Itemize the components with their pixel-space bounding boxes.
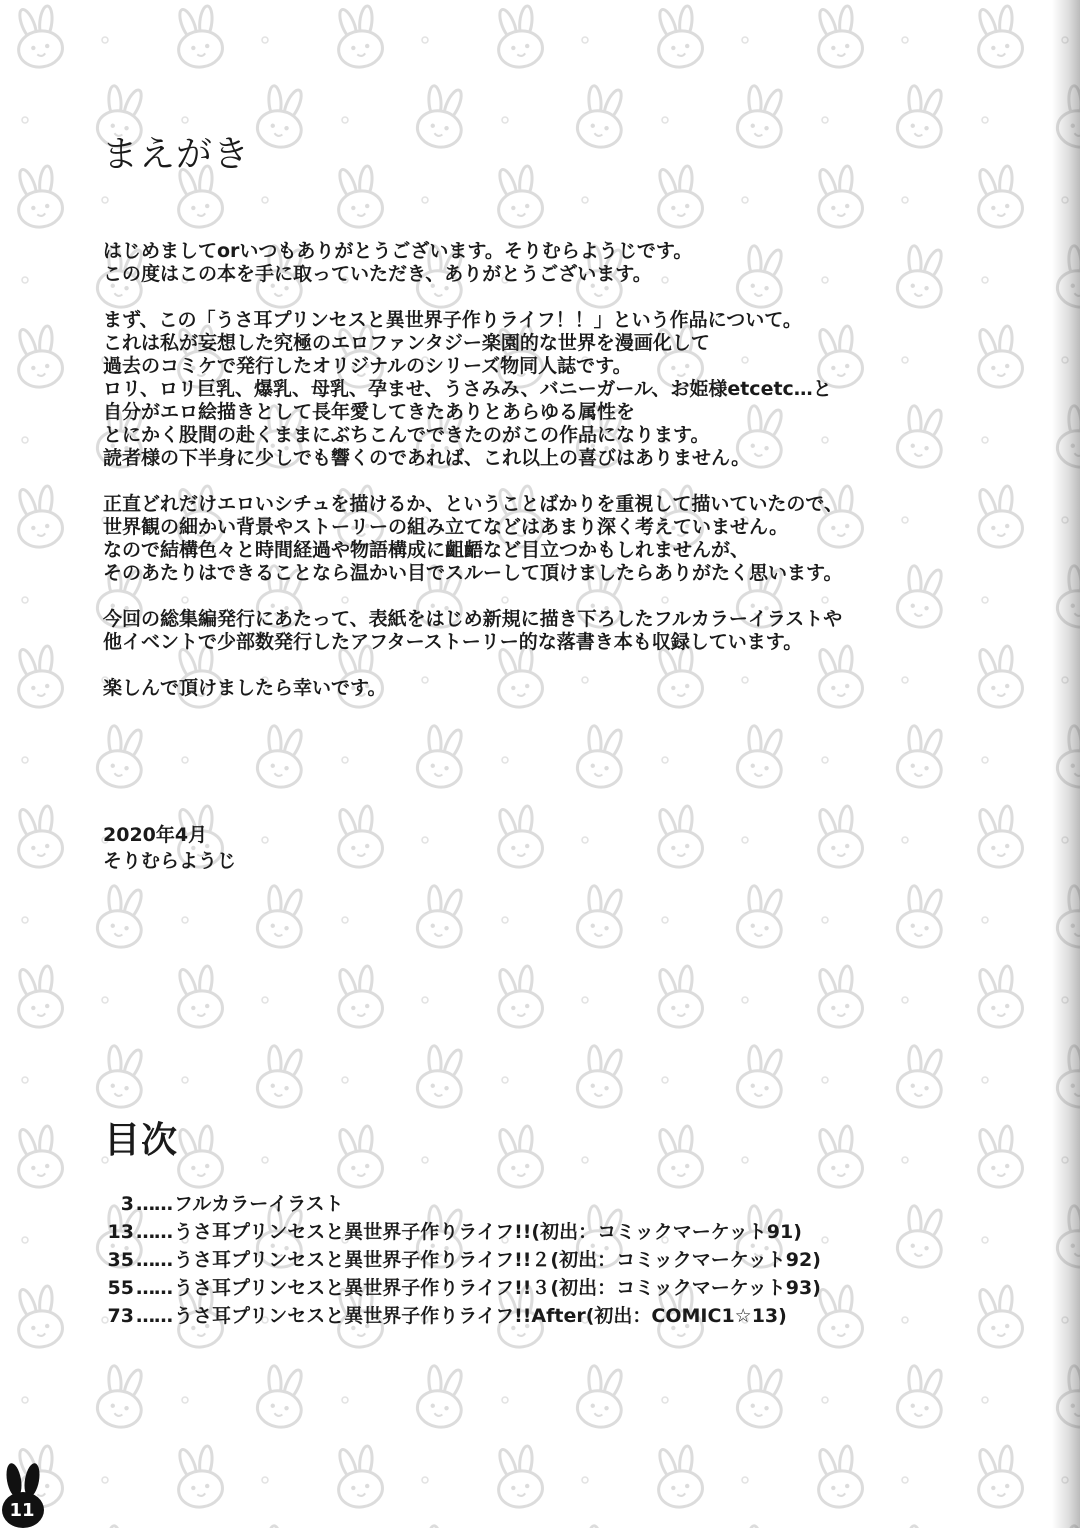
preface-line: はじめましてorいつもありがとうございます。そりむらようじです。 bbox=[103, 240, 693, 262]
preface-line: 正直どれだけエロいシチュを描けるか、ということばかりを重視して描いていたので、 bbox=[103, 493, 844, 515]
toc-entry bbox=[104, 1246, 984, 1274]
preface-signature bbox=[103, 822, 236, 874]
toc-page-number: 3 bbox=[120, 1193, 134, 1215]
toc-leader-dots: …… bbox=[136, 1277, 172, 1299]
toc-leader-dots: …… bbox=[136, 1193, 172, 1215]
preface-paragraph bbox=[103, 309, 933, 470]
preface-line: 世界観の細かい背景やストーリーの組み立てなどはあまり深く考えていません。 bbox=[103, 516, 789, 538]
preface-line: なので結構色々と時間経過や物語構成に齟齬など目立つかもしれませんが、 bbox=[103, 539, 750, 561]
toc-entry bbox=[104, 1274, 984, 1302]
toc-leader-dots: …… bbox=[136, 1305, 172, 1327]
preface-line: 過去のコミケで発行したオリジナルのシリーズ物同人誌です。 bbox=[103, 355, 632, 377]
preface-line: 他イベントで少部数発行したアフターストーリー的な落書き本も収録しています。 bbox=[103, 631, 803, 653]
preface-paragraph bbox=[103, 608, 933, 654]
preface-paragraph bbox=[103, 677, 933, 700]
toc-entry bbox=[104, 1218, 984, 1246]
preface-line: この度はこの本を手に取っていただき、ありがとうございます。 bbox=[103, 263, 652, 285]
preface-line: 今回の総集編発行にあたって、表紙をはじめ新規に描き下ろしたフルカラーイラストや bbox=[103, 608, 843, 630]
preface-paragraph bbox=[103, 493, 933, 585]
toc-list bbox=[104, 1190, 984, 1330]
preface-line: これは私が妄想した究極のエロファンタジー楽園的な世界を漫画化して bbox=[103, 332, 710, 354]
toc-heading: 目次 bbox=[104, 1120, 179, 1161]
toc-page-number: 13 bbox=[107, 1221, 134, 1243]
toc-page-number: 55 bbox=[107, 1277, 134, 1299]
preface-line: 読者様の下半身に少しでも響くのであれば、これ以上の喜びはありません。 bbox=[103, 447, 751, 469]
preface-paragraph bbox=[103, 240, 933, 286]
toc-title: うさ耳プリンセスと異世界子作りライフ!!２(初出：コミックマーケット92) bbox=[174, 1249, 821, 1271]
preface-heading: まえがき bbox=[102, 134, 251, 175]
toc-page-number: 35 bbox=[107, 1249, 134, 1271]
toc-leader-dots: …… bbox=[136, 1221, 172, 1243]
toc-page-number: 73 bbox=[107, 1305, 134, 1327]
preface-line: とにかく股間の赴くままにぶちこんでできたのがこの作品になります。 bbox=[103, 424, 710, 446]
preface-line: 楽しんで頂けましたら幸いです。 bbox=[103, 677, 387, 699]
preface-line: まず、この「うさ耳プリンセスと異世界子作りライフ！！」という作品について。 bbox=[103, 309, 802, 331]
toc-title: うさ耳プリンセスと異世界子作りライフ!!After(初出：COMIC1☆13) bbox=[174, 1305, 787, 1327]
page-edge-shadow bbox=[1052, 0, 1080, 1528]
toc-title: うさ耳プリンセスと異世界子作りライフ!!３(初出：コミックマーケット93) bbox=[174, 1277, 821, 1299]
preface-line: ロリ、ロリ巨乳、爆乳、母乳、孕ませ、うさみみ、バニーガール、お姫様etcetc…と bbox=[103, 378, 832, 400]
preface-author: そりむらようじ bbox=[103, 850, 237, 872]
toc-entry bbox=[104, 1302, 984, 1330]
page-number: 11 bbox=[9, 1500, 35, 1521]
preface-body bbox=[103, 240, 933, 723]
toc-title: うさ耳プリンセスと異世界子作りライフ!!(初出：コミックマーケット91) bbox=[174, 1221, 802, 1243]
preface-date: 2020年4月 bbox=[103, 824, 208, 846]
toc-title: フルカラーイラスト bbox=[174, 1193, 344, 1215]
preface-line: そのあたりはできることなら温かい目でスルーして頂けましたらありがたく思います。 bbox=[103, 562, 843, 584]
toc-leader-dots: …… bbox=[136, 1249, 172, 1271]
toc-entry bbox=[104, 1190, 984, 1218]
preface-line: 自分がエロ絵描きとして長年愛してきたありとあらゆる属性を bbox=[103, 401, 636, 423]
